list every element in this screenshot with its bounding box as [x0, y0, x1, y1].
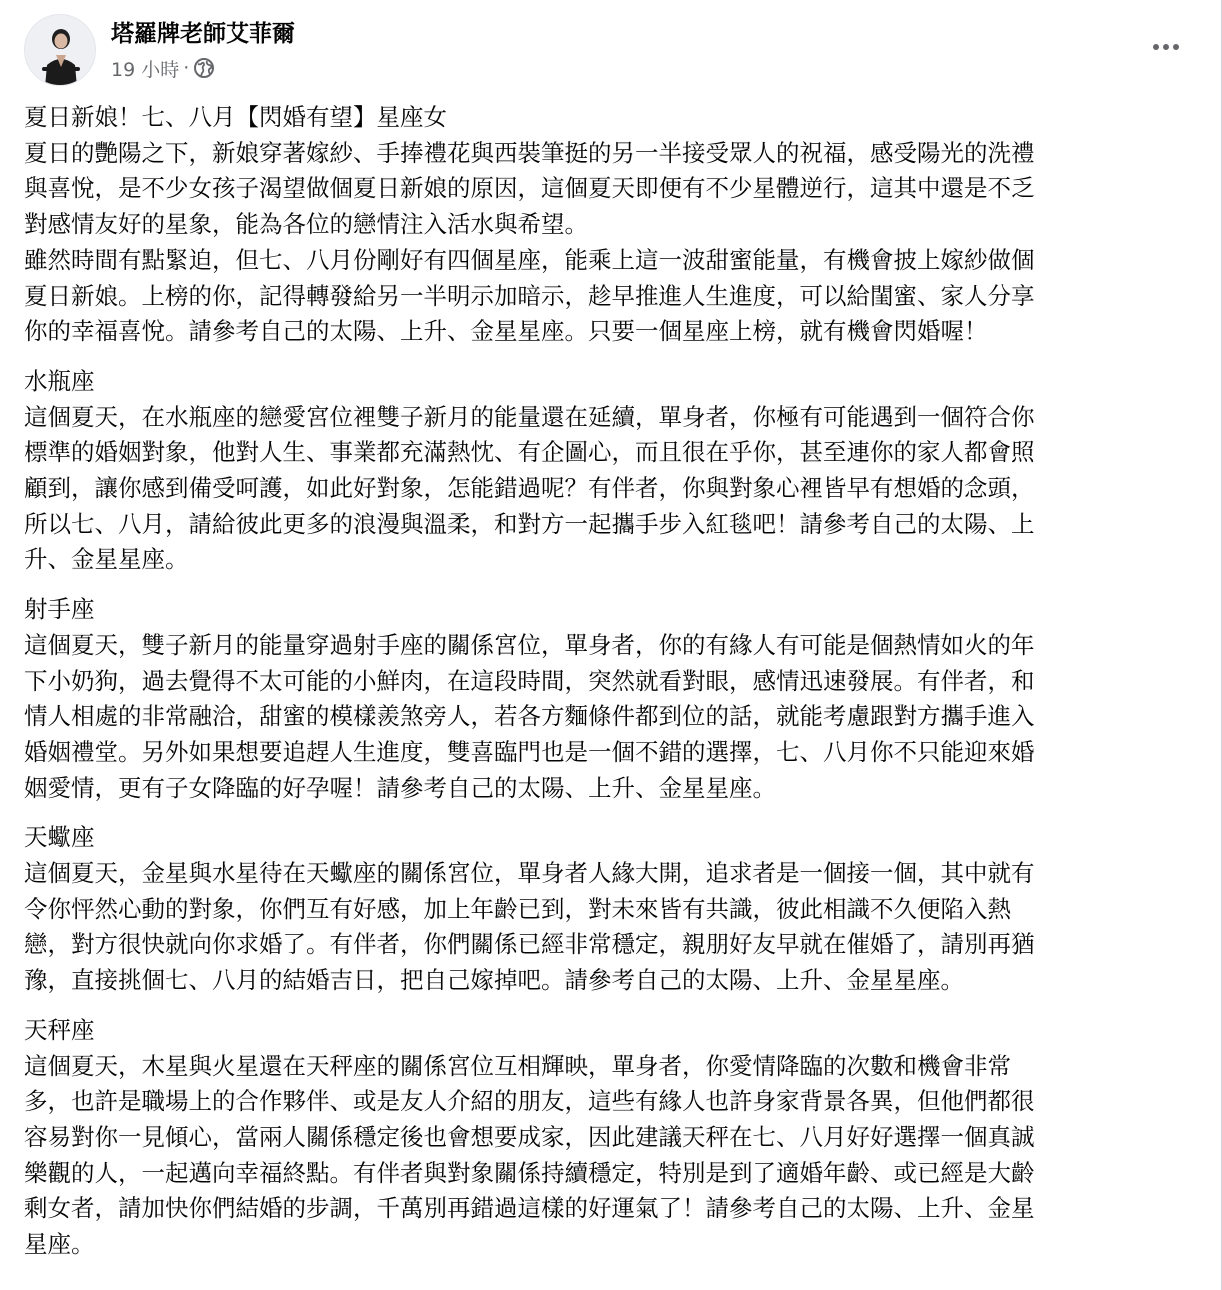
avatar[interactable] — [24, 14, 96, 86]
post-header — [24, 14, 1198, 88]
intro-line: 雖然時間有點緊迫，但七、八月份剛好有四個星座，能乘上這一波甜蜜能量，有機會披上嫁紗做個 — [24, 245, 1035, 274]
section-line: 剩女者，請加快你們結婚的步調，千萬別再錯過這樣的好運氣了！請參考自己的太陽、上升、金星 — [24, 1194, 1035, 1223]
intro-line: 夏日的艷陽之下，新娘穿著嫁紗、手捧禮花與西裝筆挺的另一半接受眾人的祝福，感受陽光的洗禮 — [24, 138, 1035, 167]
globe-icon[interactable] — [193, 57, 215, 79]
section-line: 樂觀的人，一起邁向幸福終點。有伴者與對象關係持續穩定，特別是到了適婚年齡、或已經是大齡 — [24, 1158, 1035, 1187]
section-line: 婚姻禮堂。另外如果想要追趕人生進度，雙喜臨門也是一個不錯的選擇，七、八月你不只能迎來婚 — [24, 737, 1035, 766]
section-title-aquarius: 水瓶座 — [24, 366, 95, 395]
section-title-sagittarius: 射手座 — [24, 595, 95, 624]
post-text — [24, 100, 1194, 1263]
intro-line: 你的幸福喜悅。請參考自己的太陽、上升、金星星座。只要一個星座上榜，就有機會閃婚喔！ — [24, 317, 988, 346]
section-line: 容易對你一見傾心，當兩人關係穩定後也會想要成家，因此建議天秤在七、八月好好選擇一個真誠 — [24, 1122, 1035, 1151]
section-line: 這個夏天，雙子新月的能量穿過射手座的關係宮位，單身者，你的有緣人有可能是個熱情如火的年 — [24, 630, 1035, 659]
section-title-scorpio: 天蠍座 — [24, 823, 95, 852]
post-meta — [111, 54, 215, 82]
section-line: 這個夏天，金星與水星待在天蠍座的關係宮位，單身者人緣大開，追求者是一個接一個，其中就有 — [24, 859, 1035, 888]
author-name[interactable]: 塔羅牌老師艾菲爾 — [111, 21, 295, 47]
section-line: 顧到，讓你感到備受呵護，如此好對象，怎能錯過呢？有伴者，你與對象心裡皆早有想婚的念頭， — [24, 474, 1035, 503]
section-line: 升、金星星座。 — [24, 545, 189, 574]
section-line: 這個夏天，在水瓶座的戀愛宮位裡雙子新月的能量還在延續，單身者，你極有可能遇到一個符合你 — [24, 402, 1035, 431]
section-line: 下小奶狗，過去覺得不太可能的小鮮肉，在這段時間，突然就看對眼，感情迅速發展。有伴者，和 — [24, 666, 1035, 695]
post-title: 夏日新娘！七、八月【閃婚有望】星座女 — [24, 103, 447, 131]
post-timestamp[interactable]: 19 小時 — [111, 58, 180, 81]
section-line: 星座。 — [24, 1230, 95, 1259]
section-line: 所以七、八月，請給彼此更多的浪漫與溫柔，和對方一起攜手步入紅毯吧！請參考自己的太陽、上 — [24, 509, 1035, 538]
section-line: 姻愛情，更有子女降臨的好孕喔！請參考自己的太陽、上升、金星星座。 — [24, 773, 776, 802]
section-line: 這個夏天，木星與火星還在天秤座的關係宮位互相輝映，單身者，你愛情降臨的次數和機會非常 — [24, 1051, 1011, 1080]
intro-line: 夏日新娘。上榜的你，記得轉發給另一半明示加暗示，趁早推進人生進度，可以給閨蜜、家人分享 — [24, 281, 1035, 310]
section-line: 多，也許是職場上的合作夥伴、或是友人介紹的朋友，這些有緣人也許身家背景各異，但他們都很 — [24, 1087, 1035, 1116]
section-line: 豫，直接挑個七、八月的結婚吉日，把自己嫁掉吧。請參考自己的太陽、上升、金星星座。 — [24, 966, 964, 995]
intro-line: 與喜悅，是不少女孩子渴望做個夏日新娘的原因，這個夏天即便有不少星體逆行，這其中還是不乏 — [24, 174, 1035, 203]
more-options-button[interactable] — [1146, 30, 1186, 64]
section-line: 情人相處的非常融洽，甜蜜的模樣羨煞旁人，若各方麵條件都到位的話，就能考慮跟對方攜手進入 — [24, 702, 1035, 731]
section-line: 標準的婚姻對象，他對人生、事業都充滿熱忱、有企圖心，而且很在乎你，甚至連你的家人都會照 — [24, 438, 1035, 467]
avatar-image — [25, 15, 96, 86]
section-title-libra: 天秤座 — [24, 1015, 95, 1044]
more-icon — [1153, 44, 1179, 50]
section-line: 戀，對方很快就向你求婚了。有伴者，你們關係已經非常穩定，親朋好友早就在催婚了，請別再猶 — [24, 930, 1035, 959]
intro-line: 對感情友好的星象，能為各位的戀情注入活水與希望。 — [24, 210, 588, 239]
section-line: 令你怦然心動的對象，你們互有好感，加上年齡已到，對未來皆有共識，彼此相識不久便陷入熱 — [24, 894, 1011, 923]
meta-separator: · — [183, 57, 190, 79]
